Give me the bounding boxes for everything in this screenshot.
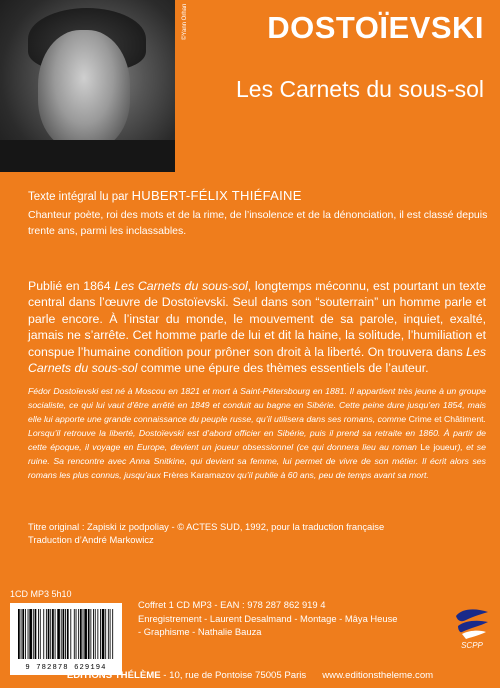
book-summary <box>28 278 486 376</box>
barcode-bar <box>83 609 84 659</box>
bio-book-ref: Crime et Châtiment <box>408 414 484 424</box>
publisher-address: - 10, rue de Pontoise 75005 Paris <box>163 670 307 681</box>
scpp-swoosh-icon <box>458 621 488 632</box>
barcode-bar <box>65 609 66 659</box>
barcode-bar <box>67 609 69 659</box>
barcode-bar <box>55 609 56 659</box>
barcode-bar <box>52 609 54 659</box>
reader-block <box>28 188 488 239</box>
reader-intro: Texte intégral lu par <box>28 191 129 203</box>
original-title: Titre original : Zapiski iz podpoliay - © ACTES SUD, 1992, pour la traduction française <box>28 521 385 532</box>
author-name: DOSTOÏEVSKI <box>267 10 484 45</box>
publisher-footer <box>0 670 500 686</box>
author-photo <box>0 0 175 172</box>
barcode-bar <box>38 609 39 659</box>
bio-text: . Lorsqu’il retrouve la liberté, Dostoïevski est d’abord officier en Sibérie, puis il prend sa retraite en 1860. À partir de cette époque, il voyage en Europe, devient un joueur obsessionnel (ce qui donnera lieu au roman <box>28 414 486 452</box>
summary-title-ref: Les Carnets du sous-sol <box>28 344 486 376</box>
barcode-bar <box>33 609 34 659</box>
barcode-bar <box>25 609 26 659</box>
barcode-bar <box>93 609 94 659</box>
barcode-bar <box>110 609 111 659</box>
barcode-bar <box>78 609 79 659</box>
barcode-bar <box>28 609 29 659</box>
barcode-bar <box>29 609 32 659</box>
bio-text: qu’il publie à 60 ans, peu de temps avant sa mort. <box>234 470 429 480</box>
format-tag: 1CD MP3 5h10 <box>10 589 72 599</box>
barcode-bar <box>46 609 47 659</box>
publisher-name: ÉDITIONS THÉLÈME <box>66 670 161 681</box>
photo-credit: ©Yann Orhan <box>182 3 188 40</box>
barcode-bar <box>76 609 77 659</box>
barcode-bar <box>74 609 75 659</box>
scpp-swoosh-icon <box>456 609 488 621</box>
barcode-digits: 9 782878 629194 <box>25 664 107 672</box>
ean-barcode <box>10 603 122 675</box>
barcode-bar <box>95 609 96 659</box>
barcode-bar <box>70 609 71 659</box>
barcode-bar <box>102 609 105 659</box>
barcode-bar <box>84 609 87 659</box>
publisher-website[interactable]: www.editionstheleme.com <box>322 670 434 681</box>
barcode-bar <box>21 609 22 659</box>
translation-credits <box>28 520 486 546</box>
barcode-bar <box>43 609 44 659</box>
specs-line: Enregistrement - Laurent Desalmand - Montage - Mâya Heuse <box>138 612 398 624</box>
barcode-bar <box>100 609 101 659</box>
author-biography <box>28 384 486 482</box>
barcode-bar <box>18 609 20 659</box>
barcode-bar <box>105 609 106 659</box>
barcode-bar <box>50 609 51 659</box>
summary-text: , longtemps méconnu, est pourtant un texte central dans l’œuvre de Dostoïevski. Seul dans son “souterrain” un homme parle et parle encore. À l’instar du monde, le mouvement de sa parole, inquiet, exalté, jamais ne s’arrête. Cet homme parle de lui et dit la haine, la solitude, l’humiliation et conspue l’humaine condition pour prôner son droit à la liberté. On trouvera dans <box>28 279 486 359</box>
translator: Traduction d’André Markowicz <box>28 534 154 545</box>
barcode-bar <box>90 609 91 659</box>
bio-book-ref: Le joueur <box>420 442 458 452</box>
barcode-bars <box>18 609 114 659</box>
barcode-bar <box>40 609 41 659</box>
barcode-bar <box>35 609 37 659</box>
summary-text: comme une épure des thèmes essentiels de l’auteur. <box>137 361 429 376</box>
barcode-bar <box>57 609 60 659</box>
reader-name: HUBERT-FÉLIX THIÉFAINE <box>131 188 302 203</box>
barcode-bar <box>88 609 90 659</box>
photo-shirt <box>0 140 175 172</box>
bio-book-ref: Frères Karamazov <box>163 470 235 480</box>
barcode-bar <box>112 609 113 659</box>
scpp-label: SCPP <box>461 641 483 650</box>
barcode-bar <box>108 609 109 659</box>
specs-line: Coffret 1 CD MP3 - EAN : 978 287 862 919 4 <box>138 599 326 610</box>
summary-title-ref: Les Carnets du sous-sol <box>114 279 248 293</box>
photo-face <box>38 30 130 150</box>
reader-line <box>28 188 488 205</box>
summary-text: Publié en 1864 <box>28 279 115 293</box>
reader-description: Chanteur poète, roi des mots et de la rime, de l’insolence et de la dénonciation, il est classé depuis trente ans, parmi les inclassables. <box>28 209 488 237</box>
specs-line: - Graphisme - Nathalie Bauza <box>138 626 262 637</box>
barcode-bar <box>22 609 24 659</box>
scpp-swoosh-icon <box>462 631 486 639</box>
product-specs <box>138 598 438 639</box>
barcode-bar <box>63 609 65 659</box>
barcode-bar <box>48 609 50 659</box>
bio-text: ), et se ruine. Sa rencontre avec Anna Snitkine, qui devient sa femme, lui permet de vivre de son métier. Il écrit alors ses romans les plus connus, jusqu’aux <box>28 442 486 480</box>
barcode-bar <box>97 609 98 659</box>
barcode-bar <box>80 609 82 659</box>
scpp-logo <box>452 604 492 650</box>
book-title: Les Carnets du sous-sol <box>235 76 484 102</box>
bio-text: Fédor Dostoïevski est né à Moscou en 1821 et mort à Saint-Pétersbourg en 1881. Il appartient très jeune à un groupe socialiste, ce qui lui vaut d’être arrêté en 1849 et conduit au bagne en Sibérie. Cette peine dure jusqu’en 1854, mais elle lui apporte une grande connaissance du peuple russe, qu’il utilisera dans ses romans, comme <box>28 386 486 424</box>
barcode-bar <box>61 609 62 659</box>
